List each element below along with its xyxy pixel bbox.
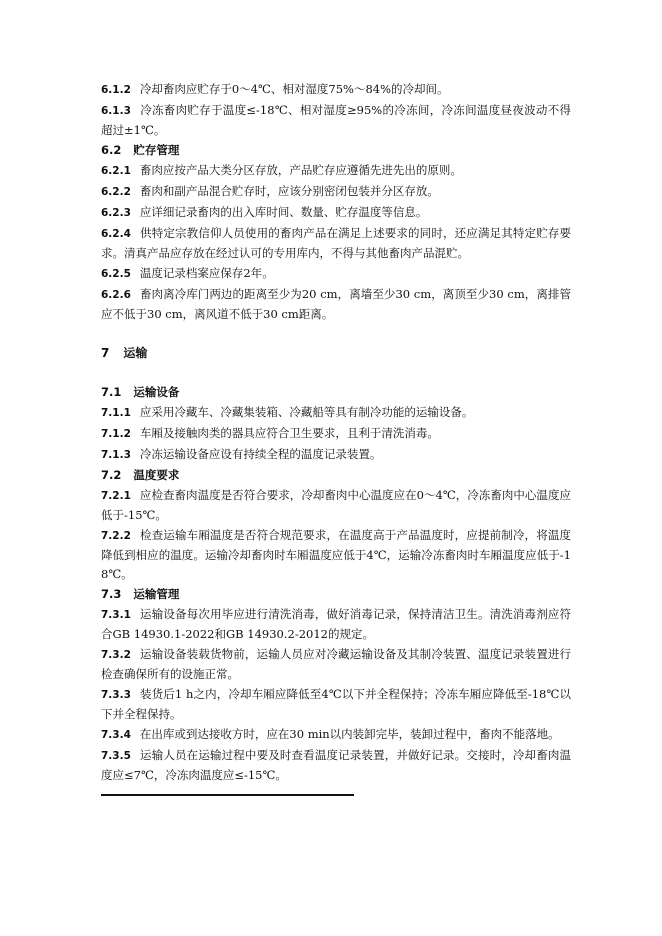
clause-number: 6.2.4 — [101, 228, 131, 240]
clause-7-1-3 — [101, 445, 571, 465]
clause-number: 6.2.5 — [101, 268, 131, 280]
clause-text: 供特定宗教信仰人员使用的畜肉产品在满足上述要求的同时，还应满足其特定贮存要求。清真产品应存放在经过认可的专用库内，不得与其他畜肉产品混贮。 — [101, 226, 571, 260]
section-number: 7.3 — [101, 587, 122, 601]
clause-text: 检查运输车厢温度是否符合规范要求，在温度高于产品温度时，应提前制冷，将温度降低到相应的温度。运输冷却畜肉时车厢温度应低于4℃，运输冷冻畜肉时车厢温度应低于-18℃。 — [101, 528, 571, 581]
clause-text: 运输人员在运输过程中要及时查看温度记录装置，并做好记录。交接时，冷却畜肉温度应≤7℃，冷冻肉温度应≤-15℃。 — [101, 748, 571, 782]
section-heading-7-3 — [101, 585, 571, 604]
section-number: 6.2 — [101, 143, 122, 157]
section-title: 贮存管理 — [133, 143, 180, 157]
clause-number: 6.2.2 — [101, 186, 131, 198]
clause-text: 冷冻运输设备应设有持续全程的温度记录装置。 — [139, 447, 382, 461]
clause-text: 装货后1 h之内，冷却车厢应降低至4℃以下并全程保持；冷冻车厢应降低至-18℃以下并全程保持。 — [101, 687, 571, 721]
clause-text: 在出库或到达接收方时，应在30 min以内装卸完毕，装卸过程中，畜肉不能落地。 — [139, 727, 560, 741]
clause-6-2-5 — [101, 264, 571, 284]
clause-text: 畜肉应按产品大类分区存放，产品贮存应遵循先进先出的原则。 — [139, 163, 462, 177]
section-heading-6-2 — [101, 141, 571, 160]
clause-7-3-3 — [101, 685, 571, 724]
clause-7-3-4 — [101, 725, 571, 745]
clause-number: 7.3.5 — [101, 750, 131, 762]
section-heading-7-2 — [101, 466, 571, 485]
clause-number: 7.2.1 — [101, 490, 131, 502]
clause-6-2-4 — [101, 224, 571, 263]
clause-7-1-2 — [101, 424, 571, 444]
end-of-text-rule — [101, 794, 354, 796]
clause-number: 7.3.2 — [101, 649, 131, 661]
clause-text: 冷冻畜肉贮存于温度≤-18℃、相对湿度≥95%的冷冻间，冷冻间温度昼夜波动不得超过±1℃。 — [101, 103, 571, 137]
clause-text: 车厢及接触肉类的器具应符合卫生要求，且利于清洗消毒。 — [139, 426, 439, 440]
clause-number: 6.2.6 — [101, 289, 131, 301]
clause-6-1-3 — [101, 101, 571, 140]
clause-number: 7.3.3 — [101, 689, 131, 701]
clause-text: 畜肉和副产品混合贮存时，应该分别密闭包装并分区存放。 — [139, 184, 439, 198]
clause-7-3-5 — [101, 746, 571, 785]
section-heading-7-1 — [101, 383, 571, 402]
clause-6-2-3 — [101, 203, 571, 223]
clause-text: 温度记录档案应保存2年。 — [139, 266, 274, 280]
chapter-heading-7 — [101, 344, 571, 363]
chapter-title: 运输 — [123, 346, 148, 360]
clause-text: 运输设备装载货物前，运输人员应对冷藏运输设备及其制冷装置、温度记录装置进行检查确保所有的设施正常。 — [101, 647, 571, 681]
clause-number: 6.1.3 — [101, 105, 131, 117]
clause-6-2-6 — [101, 285, 571, 324]
section-number: 7.1 — [101, 385, 122, 399]
clause-7-2-2 — [101, 526, 571, 584]
section-title: 运输设备 — [133, 385, 180, 399]
clause-number: 7.3.1 — [101, 609, 131, 621]
clause-number: 6.2.3 — [101, 207, 131, 219]
clause-number: 6.1.2 — [101, 84, 131, 96]
document-body — [101, 80, 571, 796]
clause-number: 7.3.4 — [101, 729, 131, 741]
clause-7-1-1 — [101, 403, 571, 423]
clause-6-1-2 — [101, 80, 571, 100]
chapter-number: 7 — [101, 346, 110, 360]
clause-number: 6.2.1 — [101, 165, 131, 177]
clause-text: 冷却畜肉应贮存于0～4℃、相对湿度75%～84%的冷却间。 — [139, 82, 449, 96]
clause-text: 畜肉离冷库门两边的距离至少为20 cm，离墙至少30 cm，离顶至少30 cm，离排管应不低于30 cm，离风道不低于30 cm距离。 — [101, 287, 571, 321]
clause-text: 运输设备每次用毕应进行清洗消毒，做好消毒记录，保持清洁卫生。清洗消毒剂应符合GB 14930.1-2022和GB 14930.2-2012的规定。 — [101, 607, 571, 641]
clause-7-2-1 — [101, 486, 571, 525]
clause-text: 应详细记录畜肉的出入库时间、数量、贮存温度等信息。 — [139, 205, 428, 219]
clause-number: 7.2.2 — [101, 530, 131, 542]
clause-number: 7.1.2 — [101, 428, 131, 440]
section-title: 温度要求 — [133, 468, 180, 482]
clause-number: 7.1.3 — [101, 449, 131, 461]
clause-6-2-1 — [101, 161, 571, 181]
section-number: 7.2 — [101, 468, 122, 482]
clause-7-3-1 — [101, 605, 571, 644]
section-title: 运输管理 — [133, 587, 180, 601]
clause-text: 应采用冷藏车、冷藏集装箱、冷藏船等具有制冷功能的运输设备。 — [139, 405, 474, 419]
clause-7-3-2 — [101, 645, 571, 684]
clause-text: 应检查畜肉温度是否符合要求，冷却畜肉中心温度应在0～4℃，冷冻畜肉中心温度应低于-15℃。 — [101, 488, 571, 522]
clause-6-2-2 — [101, 182, 571, 202]
clause-number: 7.1.1 — [101, 407, 131, 419]
